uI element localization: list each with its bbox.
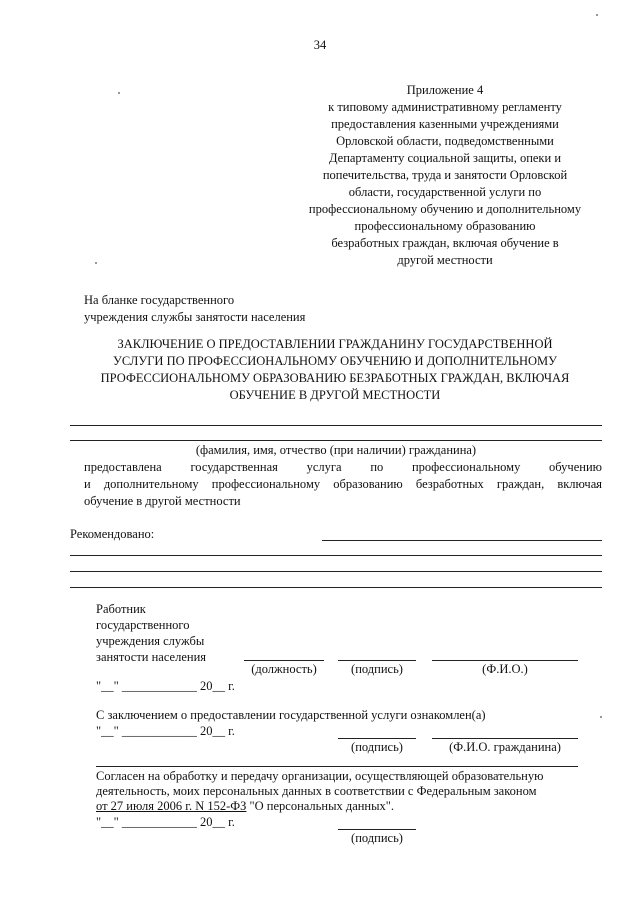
signature-field-line — [338, 660, 416, 661]
appendix-line: области, государственной услуги по — [348, 185, 542, 199]
fio-caption: (Ф.И.О.) — [482, 662, 528, 676]
position-field-line — [244, 660, 324, 661]
scan-speck — [596, 14, 598, 16]
appendix-line: профессиональному образованию — [354, 219, 536, 233]
signature-caption: (подпись) — [351, 740, 403, 754]
appendix-block — [290, 82, 600, 269]
appendix-line: безработных граждан, включая обучение в — [331, 236, 559, 250]
scan-speck — [95, 262, 97, 264]
title-line: УСЛУГИ ПО ПРОФЕССИОНАЛЬНОМУ ОБУЧЕНИЮ И ДОПОЛНИТЕЛЬНОМУ — [112, 354, 558, 368]
recommended-field-line — [70, 555, 602, 556]
recommended-label: Рекомендовано: — [70, 527, 155, 541]
acquainted-text: С заключением о предоставлении государственной услуги ознакомлен(а) — [96, 708, 486, 722]
signature-caption: (подпись) — [351, 831, 403, 845]
worker-label: Работник государственного учреждения службы занятости населения — [96, 602, 207, 664]
appendix-line: к типовому административному регламенту — [328, 100, 562, 114]
page-number: 34 — [313, 38, 327, 52]
recommended-field-line — [70, 571, 602, 572]
separator-line — [96, 766, 578, 767]
citizen-name-caption: (фамилия, имя, отчество (при наличии) гражданина) — [195, 443, 477, 457]
appendix-line: другой местности — [397, 253, 493, 267]
signature-field-line — [338, 738, 416, 739]
federal-law-link[interactable]: от 27 июля 2006 г. N 152-ФЗ — [96, 799, 247, 813]
document-title — [70, 336, 600, 404]
acquainted-date: "__" ____________ 20__ г. — [96, 724, 235, 738]
consent-text: Согласен на обработку и передачу организации, осуществляющей образовательную деятельность, моих персональных данных в соответствии с Федеральным законом от 27 июля 2006 г. N 152-ФЗ "О персональных данных". — [96, 769, 544, 813]
fio-field-line — [432, 738, 578, 739]
scan-speck — [118, 92, 120, 94]
title-line: ПРОФЕССИОНАЛЬНОМУ ОБРАЗОВАНИЮ БЕЗРАБОТНЫХ ГРАЖДАН, ВКЛЮЧАЯ — [100, 371, 570, 385]
letterhead-note: На бланке государственного учреждения службы занятости населения — [84, 293, 306, 324]
recommended-field-line — [70, 587, 602, 588]
recommended-field-line — [322, 540, 602, 541]
citizen-name-field-line — [70, 440, 602, 441]
citizen-fio-caption: (Ф.И.О. гражданина) — [449, 740, 561, 754]
citizen-name-field-line — [70, 425, 602, 426]
title-line: ЗАКЛЮЧЕНИЕ О ПРЕДОСТАВЛЕНИИ ГРАЖДАНИНУ ГОСУДАРСТВЕННОЙ — [117, 337, 553, 351]
signature-field-line — [338, 829, 416, 830]
appendix-line: Орловской области, подведомственными — [336, 134, 554, 148]
scan-speck — [600, 716, 602, 718]
title-line: ОБУЧЕНИЕ В ДРУГОЙ МЕСТНОСТИ — [229, 388, 441, 402]
appendix-line: Департаменту социальной защиты, опеки и — [328, 151, 562, 165]
appendix-line: профессиональному обучению и дополнительному — [308, 202, 582, 216]
appendix-line: попечительства, труда и занятости Орловской — [322, 168, 568, 182]
appendix-line: Приложение 4 — [406, 83, 484, 97]
appendix-line: предоставления казенными учреждениями — [331, 117, 559, 131]
consent-date: "__" ____________ 20__ г. — [96, 815, 235, 829]
signature-caption: (подпись) — [351, 662, 403, 676]
citizen-service-text: предоставлена государственная услуга по профессиональному обучению и дополнительному профессиональному образованию безработных граждан, включая обучение в другой местности — [84, 460, 602, 508]
worker-date: "__" ____________ 20__ г. — [96, 679, 235, 693]
fio-field-line — [432, 660, 578, 661]
position-caption: (должность) — [251, 662, 317, 676]
